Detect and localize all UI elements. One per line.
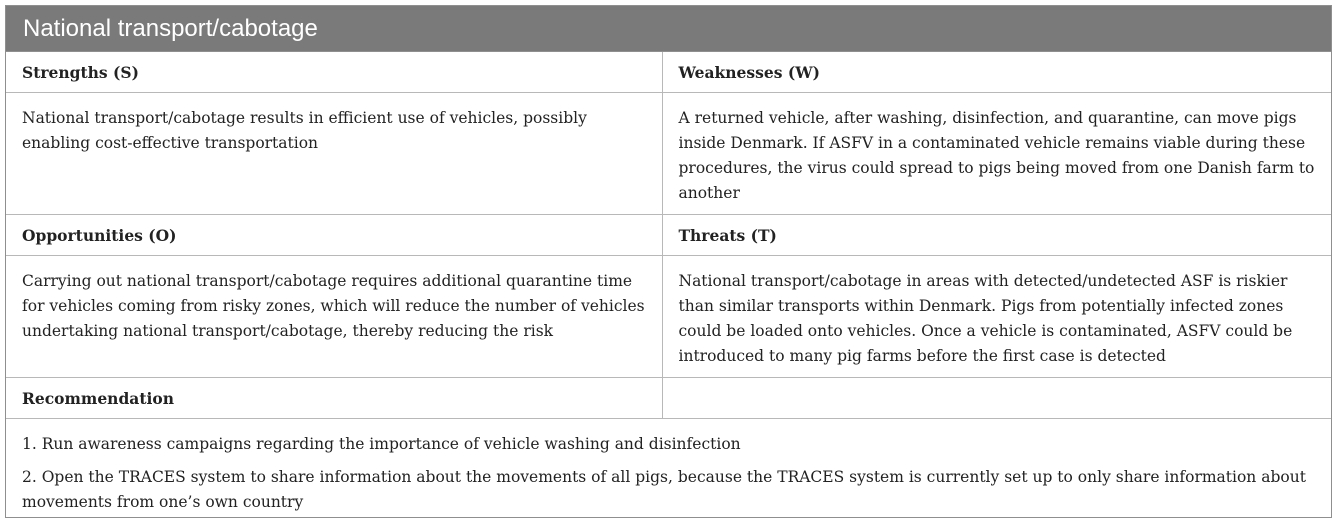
table-row [6, 93, 1331, 215]
threats-text: National transport/cabotage in areas with detected/undetected ASF is riskier than similar transports within Denmark. Pigs from potentially infected zones could be loaded onto vehicles. Once a vehicle is contaminated, ASFV could be introduced to many pig farms before the first case is detected [662, 256, 1331, 378]
threats-header: Threats (T) [662, 215, 1331, 256]
table-row [6, 52, 1331, 93]
recommendation-list [6, 419, 1331, 523]
table-title: National transport/cabotage [6, 6, 1331, 52]
swot-table [6, 52, 1331, 523]
opportunities-header: Opportunities (O) [6, 215, 662, 256]
table-row [6, 378, 1331, 419]
table-row [6, 419, 1331, 523]
table-row [6, 215, 1331, 256]
recommendation-header: Recommendation [6, 378, 662, 419]
table-row [6, 256, 1331, 378]
weaknesses-text: A returned vehicle, after washing, disinfection, and quarantine, can move pigs inside Denmark. If ASFV in a contaminated vehicle remains viable during these procedures, the virus could spread to pigs being moved from one Danish farm to another [662, 93, 1331, 215]
recommendation-item: 2. Open the TRACES system to share information about the movements of all pigs, because the TRACES system is currently set up to only share information about movements from one’s own country [22, 468, 1306, 511]
recommendation-item: 1. Run awareness campaigns regarding the importance of vehicle washing and disinfection [22, 435, 741, 453]
strengths-text: National transport/cabotage results in efficient use of vehicles, possibly enabling cost-effective transportation [6, 93, 662, 215]
recommendation-empty-cell [662, 378, 1331, 419]
strengths-header: Strengths (S) [22, 62, 139, 82]
opportunities-text: Carrying out national transport/cabotage requires additional quarantine time for vehicles coming from risky zones, which will reduce the number of vehicles undertaking national transport/cabotage, thereby reducing the risk [6, 256, 662, 378]
swot-table-container [5, 5, 1332, 518]
weaknesses-header: Weaknesses (W) [662, 52, 1331, 93]
